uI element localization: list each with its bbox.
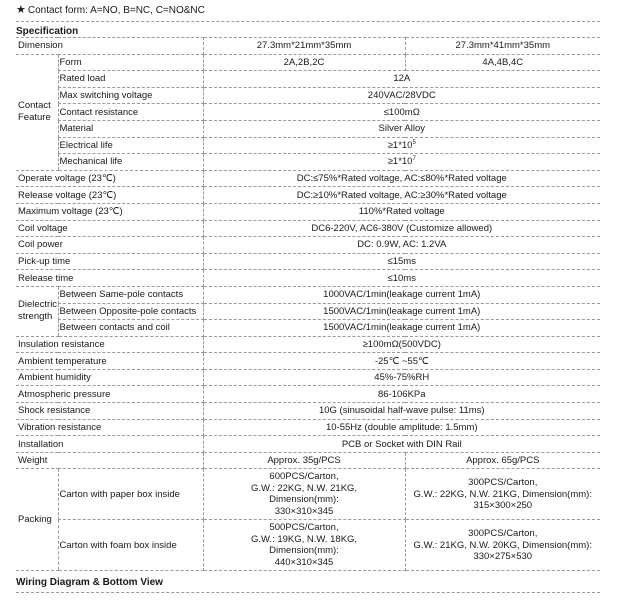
row-value: 110%*Rated voltage	[203, 203, 600, 220]
row-label: Installation	[16, 436, 203, 453]
table-row-same-pole	[16, 286, 600, 303]
row-value: DC6-220V, AC6-380V (Customize allowed)	[203, 220, 600, 237]
value-line: 440×310×345	[274, 556, 334, 568]
row-label: Between Opposite-pole contacts	[58, 303, 203, 320]
row-value: -25℃ ~55℃	[203, 353, 600, 370]
row-label: Between contacts and coil	[58, 320, 203, 337]
value-line: 300PCS/Carton,	[468, 477, 538, 489]
row-label: Form	[58, 54, 203, 71]
row-value-a	[203, 520, 405, 571]
row-label: Ambient humidity	[16, 369, 203, 386]
row-value	[203, 137, 600, 154]
row-label: Carton with paper box inside	[58, 469, 203, 520]
row-value: DC:≤75%*Rated voltage, AC:≤80%*Rated voltage	[203, 170, 600, 187]
table-row-coil-voltage	[16, 220, 600, 237]
row-label: Electrical life	[58, 137, 203, 154]
table-row-packing-foam	[16, 520, 600, 571]
row-value-b	[405, 469, 600, 520]
row-label: Weight	[16, 452, 203, 469]
row-label: Material	[58, 120, 203, 137]
row-label: Vibration resistance	[16, 419, 203, 436]
table-row-maximum-voltage	[16, 203, 600, 220]
group-label-packing: Packing	[16, 469, 58, 571]
row-label: Coil power	[16, 237, 203, 254]
value-line: G.W.: 22KG, N.W. 21KG, Dimension(mm):	[413, 488, 592, 500]
value-line: 315×300×250	[473, 500, 533, 512]
spec-table	[16, 37, 600, 571]
row-value: Silver Alloy	[203, 120, 600, 137]
row-label: Max switching voltage	[58, 87, 203, 104]
row-value: PCB or Socket with DIN Rail	[203, 436, 600, 453]
table-row-ambient-humidity	[16, 369, 600, 386]
row-value-b: 27.3mm*41mm*35mm	[405, 38, 600, 55]
row-value: 10G (sinusoidal half-wave pulse: 11ms)	[203, 403, 600, 420]
contact-form-note	[16, 3, 205, 16]
value-line: G.W.: 22KG, N.W. 21KG,	[250, 482, 358, 494]
row-value: 1000VAC/1min(leakage current 1mA)	[203, 286, 600, 303]
group-label-dielectric-strength: Dielectric strength	[16, 286, 58, 336]
table-row-insulation	[16, 336, 600, 353]
row-label: Coil voltage	[16, 220, 203, 237]
table-row-coil-power	[16, 237, 600, 254]
row-value-b	[405, 520, 600, 571]
table-row-shock-resistance	[16, 403, 600, 420]
row-label: Operate voltage (23℃)	[16, 170, 203, 187]
table-row-operate-voltage	[16, 170, 600, 187]
row-value: 10-55Hz (double amplitude: 1.5mm)	[203, 419, 600, 436]
row-value-b: 4A,4B,4C	[405, 54, 600, 71]
table-row-material	[16, 120, 600, 137]
table-row-pickup-time	[16, 253, 600, 270]
row-value: ≥100mΩ(500VDC)	[203, 336, 600, 353]
row-value-a: 27.3mm*21mm*35mm	[203, 38, 405, 55]
row-label: Mechanical life	[58, 154, 203, 171]
row-value: DC: 0.9W, AC: 1.2VA	[203, 237, 600, 254]
row-label: Insulation resistance	[16, 336, 203, 353]
row-value	[203, 154, 600, 171]
table-row-installation	[16, 436, 600, 453]
star-icon: ★	[16, 4, 26, 16]
value-exponent: 7	[412, 156, 416, 163]
value-base: ≥1*10	[387, 139, 413, 151]
row-value-a	[203, 469, 405, 520]
row-value-b: Approx. 65g/PCS	[405, 452, 600, 469]
row-label: Shock resistance	[16, 403, 203, 420]
value-line: Dimension(mm):	[269, 545, 339, 557]
row-label: Release voltage (23℃)	[16, 187, 203, 204]
value-line: G.W.: 19KG, N.W. 18KG,	[250, 533, 358, 545]
table-row-rated-load	[16, 71, 600, 88]
row-label: Pick-up time	[16, 253, 203, 270]
table-row-opposite-pole	[16, 303, 600, 320]
table-row-weight	[16, 452, 600, 469]
table-row-electrical-life	[16, 137, 600, 154]
table-row-packing-paper	[16, 469, 600, 520]
value-line: 300PCS/Carton,	[468, 528, 538, 540]
table-row-form	[16, 54, 600, 71]
row-value-a: Approx. 35g/PCS	[203, 452, 405, 469]
table-row-contacts-coil	[16, 320, 600, 337]
value-line: 600PCS/Carton,	[269, 471, 339, 483]
row-label: Carton with foam box inside	[58, 520, 203, 571]
row-value: DC:≥10%*Rated voltage, AC:≥30%*Rated voltage	[203, 187, 600, 204]
value-line: 500PCS/Carton,	[269, 522, 339, 534]
value-line: Dimension(mm):	[269, 494, 339, 506]
section-title-specification: Specification	[16, 21, 600, 37]
table-row-atmospheric-pressure	[16, 386, 600, 403]
row-value: 12A	[203, 71, 600, 88]
row-label: Maximum voltage (23℃)	[16, 203, 203, 220]
table-row-dimension	[16, 38, 600, 55]
row-value: 1500VAC/1min(leakage current 1mA)	[203, 303, 600, 320]
table-row-mechanical-life	[16, 154, 600, 171]
row-value: 1500VAC/1min(leakage current 1mA)	[203, 320, 600, 337]
table-row-release-voltage	[16, 187, 600, 204]
value-line: G.W.: 21KG, N.W. 20KG, Dimension(mm):	[413, 539, 592, 551]
value-line: 330×275×530	[473, 551, 533, 563]
row-label: Release time	[16, 270, 203, 287]
row-value: 240VAC/28VDC	[203, 87, 600, 104]
row-value: 86-106KPa	[203, 386, 600, 403]
row-label: Ambient temperature	[16, 353, 203, 370]
row-value-a: 2A,2B,2C	[203, 54, 405, 71]
table-row-ambient-temperature	[16, 353, 600, 370]
row-value: ≤100mΩ	[203, 104, 600, 121]
row-label: Dimension	[16, 38, 203, 55]
row-label: Rated load	[58, 71, 203, 88]
row-value: ≤10ms	[203, 270, 600, 287]
row-value: 45%-75%RH	[203, 369, 600, 386]
row-label: Between Same-pole contacts	[58, 286, 203, 303]
table-row-vibration-resistance	[16, 419, 600, 436]
note-text: Contact form: A=NO, B=NC, C=NO&NC	[27, 5, 205, 16]
value-exponent: 5	[412, 139, 416, 146]
table-row-release-time	[16, 270, 600, 287]
table-row-max-switching-voltage	[16, 87, 600, 104]
section-title-wiring-diagram: Wiring Diagram & Bottom View	[16, 573, 600, 593]
row-label: Atmospheric pressure	[16, 386, 203, 403]
group-label-contact-feature: Contact Feature	[16, 54, 58, 170]
table-row-contact-resistance	[16, 104, 600, 121]
row-value: ≤15ms	[203, 253, 600, 270]
value-base: ≥1*10	[387, 156, 413, 168]
row-label: Contact resistance	[58, 104, 203, 121]
value-line: 330×310×345	[274, 505, 334, 517]
